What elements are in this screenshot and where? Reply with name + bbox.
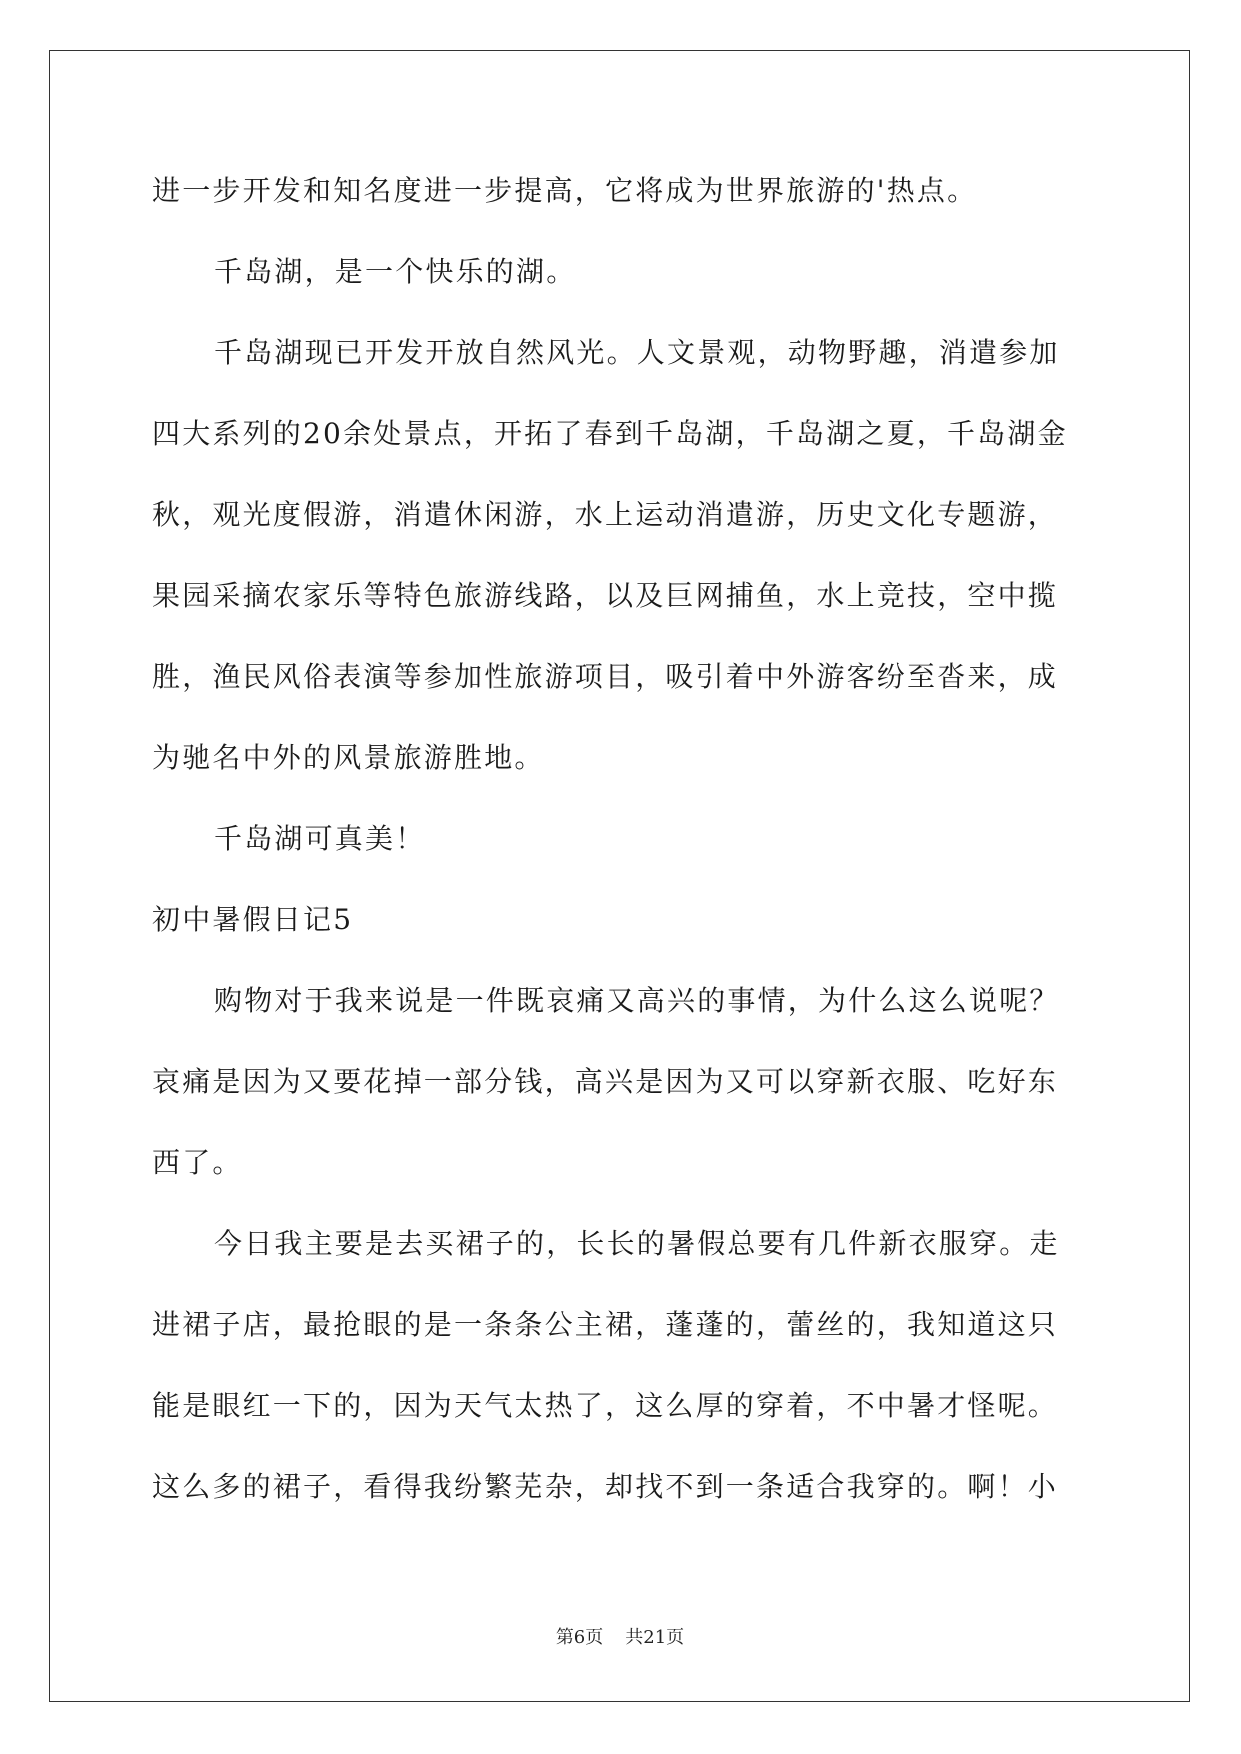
text-line: 为驰名中外的风景旅游胜地。 xyxy=(152,741,545,774)
text-line: 今日我主要是去买裙子的，长长的暑假总要有几件新衣服穿。走 xyxy=(214,1227,1060,1260)
text-line: 能是眼红一下的，因为天气太热了，这么厚的穿着，不中暑才怪呢。 xyxy=(152,1389,1059,1422)
text-line: 千岛湖现已开发开放自然风光。人文景观，动物野趣，消遣参加 xyxy=(214,336,1060,369)
text-line: 购物对于我来说是一件既哀痛又高兴的事情，为什么这么说呢？ xyxy=(214,984,1060,1017)
text-line: 四大系列的20余处景点，开拓了春到千岛湖，千岛湖之夏，千岛湖金 xyxy=(152,417,1068,450)
total-pages-label: 共21页 xyxy=(625,1627,685,1648)
text-line: 千岛湖可真美！ xyxy=(214,822,426,855)
text-line: 哀痛是因为又要花掉一部分钱，高兴是因为又可以穿新衣服、吃好东 xyxy=(152,1065,1059,1098)
text-line: 秋，观光度假游，消遣休闲游，水上运动消遣游，历史文化专题游， xyxy=(152,498,1059,531)
text-line: 千岛湖，是一个快乐的湖。 xyxy=(214,255,577,288)
text-line: 初中暑假日记5 xyxy=(152,903,354,936)
current-page-label: 第6页 xyxy=(555,1627,604,1648)
text-line: 果园采摘农家乐等特色旅游线路，以及巨网捕鱼，水上竞技，空中揽 xyxy=(152,579,1059,612)
text-line: 进裙子店，最抢眼的是一条条公主裙，蓬蓬的，蕾丝的，我知道这只 xyxy=(152,1308,1059,1341)
text-line: 进一步开发和知名度进一步提高，它将成为世界旅游的'热点。 xyxy=(152,174,978,207)
text-line: 西了。 xyxy=(152,1146,243,1179)
text-line: 这么多的裙子，看得我纷繁芜杂，却找不到一条适合我穿的。啊！小 xyxy=(152,1470,1059,1503)
document-body xyxy=(152,150,1092,1527)
page-footer xyxy=(0,1623,1240,1649)
text-line: 胜，渔民风俗表演等参加性旅游项目，吸引着中外游客纷至沓来，成 xyxy=(152,660,1059,693)
